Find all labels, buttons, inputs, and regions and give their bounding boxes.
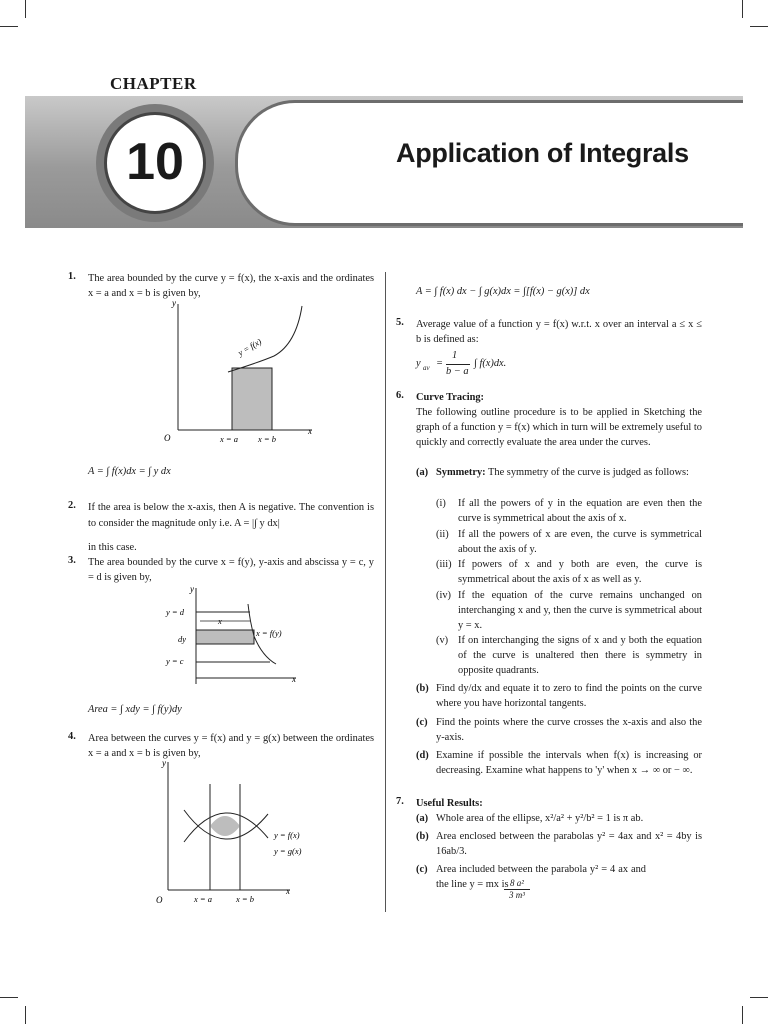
column-divider — [385, 272, 386, 912]
sub-label: (b) — [416, 831, 429, 842]
sub-text — [436, 465, 702, 480]
y-axis-label: y — [172, 298, 176, 308]
sub-text: Area included between the parabola y² = 4 ax and the line y = mx is — [436, 864, 646, 890]
crop-mark — [750, 997, 768, 998]
label-y-c: y = c — [166, 656, 184, 666]
sub-heading: Symmetry: — [436, 467, 486, 478]
item-text: The following outline procedure is to be applied in Sketching the graph of a function y = f(x) which in turn will be extremely useful to quickly and correctly evaluate the area under the curves. — [416, 407, 702, 448]
figure-area-y-axis — [160, 584, 320, 690]
x-axis-label: x — [286, 886, 290, 896]
item-number: 7. — [396, 796, 404, 807]
label-y-d: y = d — [166, 607, 185, 617]
sub-label: (a) — [416, 813, 429, 824]
sub-item-text: If powers of x and y both are even, the curve is symmetrical about the axis of x as well as y. — [458, 559, 702, 585]
crop-mark — [25, 0, 26, 18]
shaded-region — [210, 816, 240, 836]
sub-label: (c) — [416, 864, 428, 875]
sub-label: (d) — [416, 750, 429, 761]
chapter-label: CHAPTER — [110, 74, 197, 93]
figure-area-between-curves — [150, 758, 310, 908]
item-number: 5. — [396, 317, 404, 328]
label-x-a: x = a — [220, 434, 239, 444]
x-axis-label: x — [308, 426, 312, 436]
label-x-b: x = b — [258, 434, 277, 444]
formula-area: A = ∫ f(x)dx = ∫ y dx — [88, 466, 171, 477]
item-number: 6. — [396, 390, 404, 401]
x-axis-label: x — [292, 674, 296, 684]
sub-item-text: If the equation of the curve remains unchanged on interchanging x and y, then the curve is symmetrical about y = x. — [458, 590, 702, 631]
item-number: 1. — [68, 271, 76, 282]
strip-x-label: x — [218, 616, 222, 626]
sub-item-text: If all the powers of x are even, the curve is symmetrical about the axis of y. — [458, 529, 702, 555]
crop-mark — [742, 0, 743, 18]
strip — [196, 630, 254, 644]
formula-numerator: 1 — [452, 350, 458, 361]
sub-text: Find dy/dx and equate it to zero to find the points on the curve where you have horizontal tangents. — [436, 683, 702, 709]
crop-mark — [742, 1006, 743, 1024]
label-gx: y = g(x) — [274, 846, 302, 856]
label-x-a: x = a — [194, 894, 213, 904]
section-heading: Useful Results: — [416, 798, 483, 809]
sub-item-label: (iii) — [436, 559, 452, 570]
item-number: 4. — [68, 731, 76, 742]
origin-label: O — [156, 895, 163, 905]
origin-label: O — [164, 433, 171, 443]
item-number: 2. — [68, 500, 76, 511]
formula-area-y: Area = ∫ xdy = ∫ f(y)dy — [88, 704, 182, 715]
label-dy: dy — [178, 634, 187, 644]
formula-denominator: b − a — [446, 366, 469, 377]
sub-text: Examine if possible the intervals when f(x) is increasing or decreasing. Examine what happens to 'y' when x → ∞ or − ∞. — [436, 750, 702, 776]
sub-item-text: If all the powers of y in the equation are even then the curve is symmetrical about the axis of x. — [458, 498, 702, 524]
crop-mark — [0, 26, 18, 27]
item-text: in this case. — [88, 542, 137, 553]
crop-mark — [25, 1006, 26, 1024]
formula-lhs: y — [416, 358, 421, 369]
formula-sub: av — [423, 364, 430, 372]
fraction-denominator: 3 m³ — [509, 890, 525, 900]
y-axis-label: y — [162, 758, 166, 768]
item-number: 3. — [68, 555, 76, 566]
sub-item-text: If on interchanging the signs of x and y both the equation of the curve is unaltered then there is symmetry in opposite quadrants. — [458, 635, 702, 676]
shaded-region — [232, 368, 272, 430]
y-axis-label: y — [190, 584, 194, 594]
fraction-8a2-3m3 — [504, 878, 530, 901]
sub-text: Find the points where the curve crosses the x-axis and also the y-axis. — [436, 717, 702, 743]
item-text: Area between the curves y = f(x) and y = g(x) between the ordinates x = a and x = b is given by, — [88, 733, 374, 759]
sub-body: The symmetry of the curve is judged as follows: — [488, 467, 689, 478]
label-fx: y = f(x) — [274, 830, 300, 840]
curve-fx — [228, 306, 302, 372]
formula-area-between: A = ∫ f(x) dx − ∫ g(x)dx = ∫[f(x) − g(x)] dx — [416, 286, 590, 297]
section-heading: Curve Tracing: — [416, 392, 485, 403]
item-text: The area bounded by the curve y = f(x), the x-axis and the ordinates x = a and x = b is given by, — [88, 273, 374, 299]
item-text: If the area is below the x-axis, then A is negative. The convention is to consider the magnitude only i.e. A = |∫ y dx| — [88, 502, 374, 529]
sub-item-label: (ii) — [436, 529, 449, 540]
sub-label: (c) — [416, 717, 428, 728]
fraction-numerator: 8 a² — [504, 878, 530, 890]
sub-label: (b) — [416, 683, 429, 694]
sub-item-label: (i) — [436, 498, 446, 509]
figure-area-under-curve — [150, 296, 320, 446]
crop-mark — [0, 997, 18, 998]
sub-text: Area enclosed between the parabolas y² = 4ax and x² = 4by is 16ab/3. — [436, 831, 702, 857]
crop-mark — [750, 26, 768, 27]
item-text: The area bounded by the curve x = f(y), y-axis and abscissa y = c, y = d is given by, — [88, 557, 374, 583]
item-text: Average value of a function y = f(x) w.r.t. x over an interval a ≤ x ≤ b is defined as: — [416, 319, 702, 345]
sub-text: Whole area of the ellipse, x²/a² + y²/b² = 1 is π ab. — [436, 813, 644, 824]
label-x-b: x = b — [236, 894, 255, 904]
formula-rhs: ∫ f(x)dx. — [474, 358, 507, 369]
curve-label: y = f(x) — [236, 336, 264, 358]
sub-label: (a) — [416, 467, 429, 478]
curve-label: x = f(y) — [256, 628, 282, 638]
chapter-number: 10 — [126, 133, 184, 191]
sub-item-label: (iv) — [436, 590, 452, 601]
chapter-title: Application of Integrals — [396, 138, 689, 168]
sub-item-label: (v) — [436, 635, 449, 646]
